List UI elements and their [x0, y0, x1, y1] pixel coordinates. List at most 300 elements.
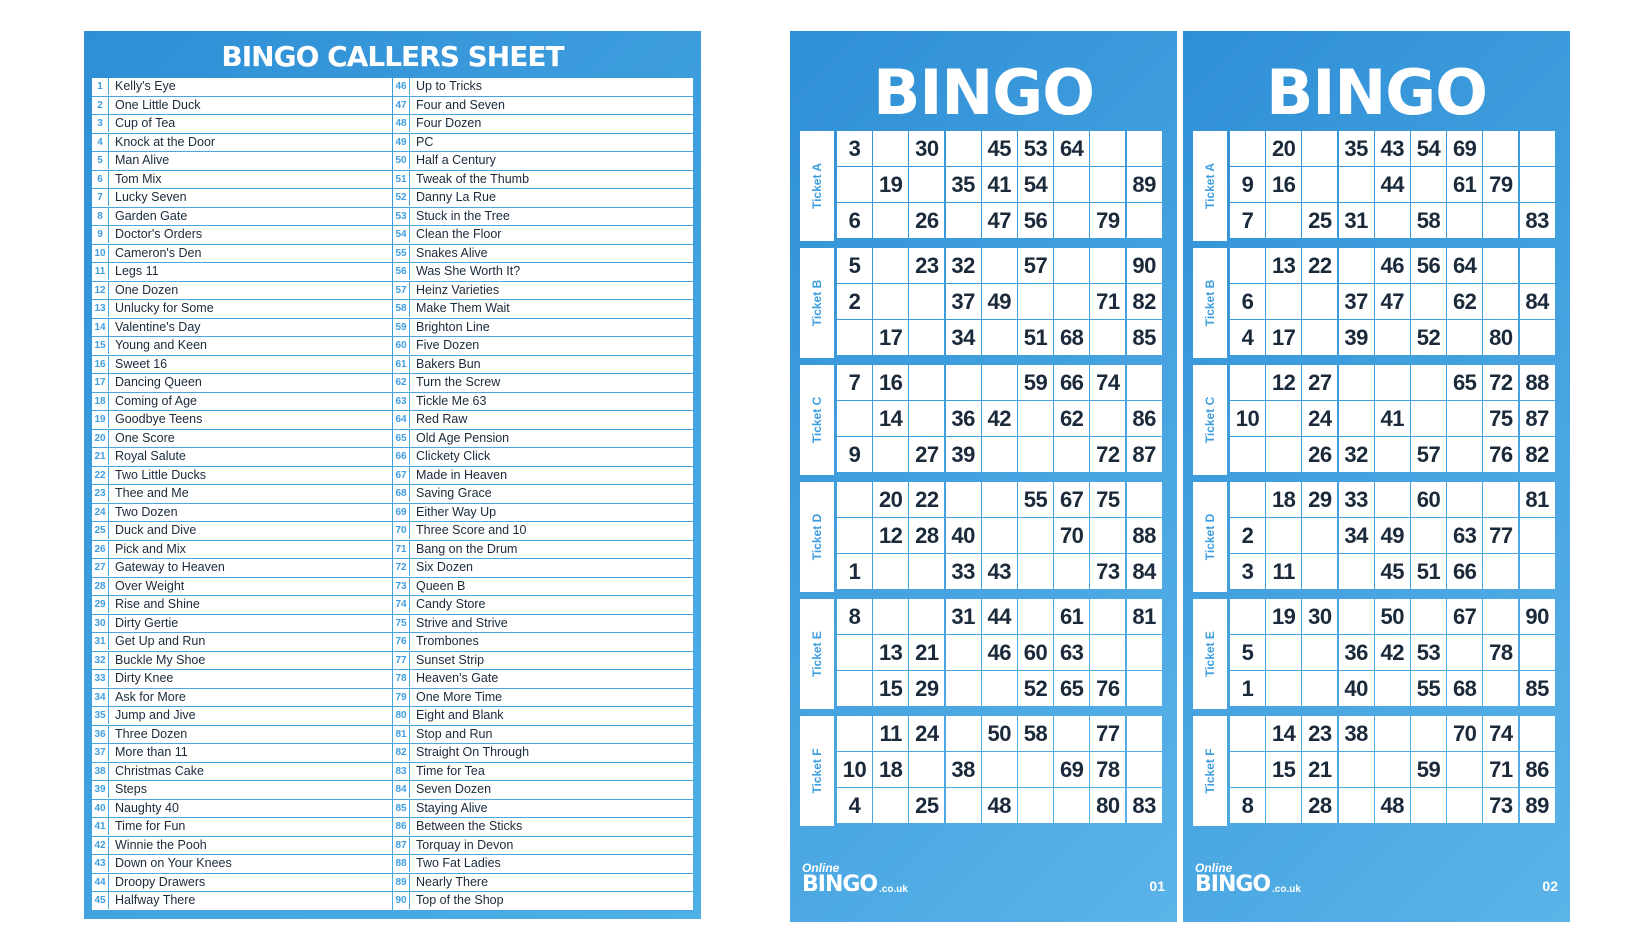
call-number: 23: [92, 485, 109, 502]
call-number: 3: [92, 115, 109, 132]
call-row: [92, 874, 392, 893]
call-number: 32: [92, 652, 109, 669]
ticket-cell: 27: [1302, 365, 1337, 400]
ticket-cell: 44: [1375, 167, 1410, 202]
call-name: Ask for More: [115, 689, 186, 704]
call-name: Six Dozen: [416, 560, 473, 574]
ticket-cell: 45: [982, 131, 1017, 166]
call-number: 34: [92, 689, 109, 706]
call-number: 90: [393, 892, 410, 909]
call-row: [393, 374, 693, 393]
call-name: Sweet 16: [115, 356, 168, 371]
brand-tld: .co.uk: [1272, 884, 1301, 895]
call-row: [92, 485, 392, 504]
ticket-cell: 73: [1483, 788, 1518, 823]
ticket-cell: 23: [1302, 716, 1337, 751]
ticket-cell: [1230, 716, 1265, 751]
ticket-cell: 62: [1447, 284, 1482, 319]
ticket-cell: [1266, 788, 1301, 823]
call-row: [92, 245, 392, 264]
call-name: Straight On Through: [416, 745, 530, 759]
call-row: [92, 559, 392, 578]
ticket-cell: 61: [1447, 167, 1482, 202]
card-title: BINGO: [873, 56, 1094, 129]
ticket-cell: [1090, 320, 1125, 355]
call-name: Torquay in Devon: [416, 837, 514, 852]
ticket-cell: 69: [1054, 752, 1089, 787]
ticket-cell: 41: [1375, 401, 1410, 436]
call-name: Young and Keen: [115, 338, 207, 352]
ticket-cell: 10: [1230, 401, 1265, 436]
call-row: [393, 78, 693, 97]
call-number: 73: [393, 578, 410, 595]
call-row: [393, 689, 693, 708]
ticket-cell: [909, 284, 944, 319]
ticket-cell: 14: [873, 401, 908, 436]
ticket-cell: 25: [1302, 203, 1337, 238]
call-row: [393, 430, 693, 449]
call-row: [393, 300, 693, 319]
call-row: [393, 152, 693, 171]
call-number: 75: [393, 615, 410, 632]
ticket-cell: [1230, 482, 1265, 517]
call-name: Turn the Screw: [416, 375, 501, 389]
call-number: 14: [92, 319, 109, 336]
ticket: [1193, 599, 1561, 709]
ticket-cell: 82: [1127, 284, 1162, 319]
call-name: Dirty Gertie: [115, 615, 179, 630]
call-number: 65: [393, 430, 410, 447]
ticket-cell: 35: [946, 167, 981, 202]
call-number: 87: [393, 837, 410, 854]
call-row: [393, 263, 693, 282]
call-row: [92, 800, 392, 819]
call-number: 27: [92, 559, 109, 576]
ticket-cell: [1054, 437, 1089, 472]
ticket-cell: 25: [909, 788, 944, 823]
ticket-cell: 54: [1018, 167, 1053, 202]
call-number: 72: [393, 559, 410, 576]
ticket-cell: 60: [1411, 482, 1446, 517]
call-number: 8: [92, 208, 109, 225]
call-name: Time for Tea: [416, 763, 485, 778]
card-title: BINGO: [1266, 56, 1487, 129]
ticket-cell: 19: [873, 167, 908, 202]
call-name: Knock at the Door: [115, 134, 216, 149]
call-name: Winnie the Pooh: [115, 837, 207, 852]
call-row: [92, 78, 392, 97]
call-name: Two Fat Ladies: [416, 856, 501, 870]
ticket-cell: [1127, 482, 1162, 517]
call-row: [393, 837, 693, 856]
ticket-cell: 57: [1018, 248, 1053, 283]
ticket-cell: [1018, 599, 1053, 634]
ticket-cell: 46: [1375, 248, 1410, 283]
ticket-cell: 15: [1266, 752, 1301, 787]
ticket-cell: 78: [1090, 752, 1125, 787]
ticket-cell: [1447, 635, 1482, 670]
ticket-cell: 77: [1483, 518, 1518, 553]
call-row: [393, 337, 693, 356]
ticket-cell: [1054, 167, 1089, 202]
call-name: Pick and Mix: [115, 541, 186, 556]
ticket-cell: [1018, 437, 1053, 472]
call-name: Saving Grace: [416, 486, 492, 500]
call-number: 54: [393, 226, 410, 243]
ticket-cell: [1266, 284, 1301, 319]
call-row: [92, 596, 392, 615]
call-number: 83: [393, 763, 410, 780]
ticket-label: Ticket B: [810, 279, 824, 327]
page-number: 01: [1149, 878, 1165, 894]
call-name: One Score: [115, 430, 175, 445]
ticket-cell: 5: [1230, 635, 1265, 670]
call-number: 16: [92, 356, 109, 373]
ticket-cell: [946, 716, 981, 751]
ticket-cell: [1447, 401, 1482, 436]
ticket-cell: 4: [1230, 320, 1265, 355]
call-name: Candy Store: [416, 597, 486, 611]
call-number: 71: [393, 541, 410, 558]
ticket-cell: [1302, 320, 1337, 355]
ticket-cell: [1127, 365, 1162, 400]
ticket-cell: [1266, 203, 1301, 238]
call-row: [92, 171, 392, 190]
ticket-cell: [1230, 752, 1265, 787]
ticket-cell: 24: [909, 716, 944, 751]
call-number: 62: [393, 374, 410, 391]
call-name: Dirty Knee: [115, 671, 174, 685]
ticket-cell: [1054, 248, 1089, 283]
callers-sheet: [84, 31, 701, 919]
call-name: Clickety Click: [416, 449, 491, 463]
ticket-label: Ticket F: [1203, 748, 1217, 794]
call-name: Goodbye Teens: [115, 412, 203, 426]
ticket-cell: [1230, 365, 1265, 400]
ticket-cell: [1411, 599, 1446, 634]
call-row: [393, 874, 693, 893]
call-name: Naughty 40: [115, 800, 179, 815]
ticket-label: Ticket C: [1203, 396, 1217, 444]
ticket-cell: 63: [1447, 518, 1482, 553]
ticket-cell: 37: [946, 284, 981, 319]
ticket-cell: [837, 401, 872, 436]
call-row: [393, 633, 693, 652]
ticket-label-box: [1193, 365, 1227, 475]
call-row: [92, 134, 392, 153]
call-name: Cup of Tea: [115, 116, 176, 130]
call-name: Between the Sticks: [416, 819, 523, 833]
ticket-cell: 77: [1090, 716, 1125, 751]
call-row: [393, 763, 693, 782]
ticket-label: Ticket E: [810, 631, 824, 677]
call-row: [92, 781, 392, 800]
call-row: [92, 837, 392, 856]
ticket-cell: [1375, 671, 1410, 706]
call-number: 46: [393, 78, 410, 95]
ticket-cell: [1375, 482, 1410, 517]
ticket-cell: 76: [1090, 671, 1125, 706]
call-number: 74: [393, 596, 410, 613]
call-name: Down on Your Knees: [115, 856, 232, 870]
ticket-cell: [946, 671, 981, 706]
ticket-cell: [1483, 131, 1518, 166]
call-name: PC: [416, 134, 434, 149]
ticket-cell: [837, 635, 872, 670]
ticket-cell: [1483, 554, 1518, 589]
call-row: [92, 522, 392, 541]
ticket-cell: [1411, 788, 1446, 823]
ticket-cell: [1302, 671, 1337, 706]
calls-column-left: [92, 78, 392, 911]
ticket-cell: [1375, 437, 1410, 472]
ticket-cell: 6: [1230, 284, 1265, 319]
call-name: Seven Dozen: [416, 782, 492, 796]
ticket-cell: 43: [1375, 131, 1410, 166]
ticket-cell: [946, 635, 981, 670]
call-name: Garden Gate: [115, 208, 188, 223]
call-number: 70: [393, 522, 410, 539]
call-row: [393, 208, 693, 227]
ticket-cell: 28: [909, 518, 944, 553]
call-row: [92, 282, 392, 301]
ticket-cell: 81: [1127, 599, 1162, 634]
call-row: [393, 781, 693, 800]
ticket-cell: 75: [1090, 482, 1125, 517]
call-number: 24: [92, 504, 109, 521]
ticket-cell: [1302, 131, 1337, 166]
ticket-cell: 70: [1447, 716, 1482, 751]
call-row: [393, 800, 693, 819]
call-number: 11: [92, 263, 109, 280]
call-name: Snakes Alive: [416, 245, 488, 260]
brand-logo: [1195, 861, 1335, 901]
call-name: Kelly's Eye: [115, 79, 176, 93]
call-row: [92, 467, 392, 486]
ticket-cell: 41: [982, 167, 1017, 202]
call-name: Bakers Bun: [416, 356, 481, 371]
call-number: 13: [92, 300, 109, 317]
ticket-cell: 67: [1447, 599, 1482, 634]
call-name: More than 11: [115, 745, 188, 759]
ticket-cell: 82: [1520, 437, 1555, 472]
call-row: [92, 615, 392, 634]
ticket-cell: 2: [837, 284, 872, 319]
ticket-cell: 47: [982, 203, 1017, 238]
call-number: 41: [92, 818, 109, 835]
ticket-cell: 39: [946, 437, 981, 472]
ticket-cell: 3: [837, 131, 872, 166]
call-row: [393, 578, 693, 597]
ticket-cell: 83: [1127, 788, 1162, 823]
ticket-cell: [1127, 203, 1162, 238]
ticket-cell: [1520, 554, 1555, 589]
call-number: 63: [393, 393, 410, 410]
call-row: [92, 892, 392, 911]
ticket-cell: 31: [946, 599, 981, 634]
ticket-cell: 1: [837, 554, 872, 589]
ticket-label-box: [1193, 482, 1227, 592]
call-name: Time for Fun: [115, 819, 186, 833]
call-number: 89: [393, 874, 410, 891]
call-name: Christmas Cake: [115, 763, 204, 778]
ticket-cell: [1302, 518, 1337, 553]
ticket-cell: 8: [837, 599, 872, 634]
ticket-cell: 34: [1339, 518, 1374, 553]
call-number: 42: [92, 837, 109, 854]
call-name: Heaven's Gate: [416, 671, 499, 685]
call-name: Five Dozen: [416, 338, 480, 352]
ticket: [800, 248, 1168, 358]
ticket-cell: 6: [837, 203, 872, 238]
call-number: 68: [393, 485, 410, 502]
ticket-cell: 90: [1520, 599, 1555, 634]
ticket-cell: 80: [1483, 320, 1518, 355]
ticket-cell: 46: [982, 635, 1017, 670]
ticket-cell: 74: [1090, 365, 1125, 400]
ticket-cell: [946, 203, 981, 238]
ticket-cell: [873, 599, 908, 634]
ticket-cell: 4: [837, 788, 872, 823]
ticket: [800, 482, 1168, 592]
call-row: [92, 504, 392, 523]
call-row: [393, 522, 693, 541]
call-number: 31: [92, 633, 109, 650]
ticket-cell: 66: [1054, 365, 1089, 400]
ticket-cell: 43: [982, 554, 1017, 589]
ticket-cell: 71: [1483, 752, 1518, 787]
call-name: Made in Heaven: [416, 467, 508, 482]
call-row: [393, 134, 693, 153]
bingo-card: [790, 31, 1177, 922]
ticket-cell: 27: [909, 437, 944, 472]
call-number: 1: [92, 78, 109, 95]
ticket-label: Ticket F: [810, 748, 824, 794]
ticket-cell: [1447, 482, 1482, 517]
ticket-cell: 70: [1054, 518, 1089, 553]
ticket-cell: [1375, 203, 1410, 238]
call-name: Tweak of the Thumb: [416, 171, 530, 186]
ticket-cell: [1302, 167, 1337, 202]
ticket-cell: 73: [1090, 554, 1125, 589]
call-row: [393, 171, 693, 190]
call-row: [393, 652, 693, 671]
ticket-cell: [1483, 284, 1518, 319]
call-number: 30: [92, 615, 109, 632]
ticket-label-box: [800, 482, 834, 592]
call-name: Red Raw: [416, 412, 468, 426]
ticket-cell: 21: [909, 635, 944, 670]
ticket-cell: 34: [946, 320, 981, 355]
call-name: Four and Seven: [416, 97, 505, 112]
ticket-cell: 18: [1266, 482, 1301, 517]
call-row: [92, 374, 392, 393]
ticket-cell: 7: [837, 365, 872, 400]
call-number: 86: [393, 818, 410, 835]
ticket-cell: 16: [873, 365, 908, 400]
call-name: Half a Century: [416, 153, 496, 167]
ticket-cell: [1054, 788, 1089, 823]
ticket-cell: [1230, 248, 1265, 283]
ticket-cell: [909, 401, 944, 436]
call-row: [92, 97, 392, 116]
ticket-cell: [946, 788, 981, 823]
call-row: [393, 670, 693, 689]
call-name: Gateway to Heaven: [115, 560, 225, 574]
call-number: 36: [92, 726, 109, 743]
ticket-cell: [873, 248, 908, 283]
ticket-cell: 49: [982, 284, 1017, 319]
ticket-cell: [1339, 599, 1374, 634]
ticket-cell: [873, 131, 908, 166]
call-number: 39: [92, 781, 109, 798]
call-name: Eight and Blank: [416, 708, 504, 722]
ticket-cell: [1018, 284, 1053, 319]
ticket-cell: 48: [1375, 788, 1410, 823]
ticket-cell: 53: [1018, 131, 1053, 166]
ticket-cell: 26: [1302, 437, 1337, 472]
ticket-cell: [873, 788, 908, 823]
call-number: 6: [92, 171, 109, 188]
ticket-cell: [1411, 167, 1446, 202]
ticket-cell: [1520, 635, 1555, 670]
ticket-cell: 15: [873, 671, 908, 706]
ticket-cell: [982, 752, 1017, 787]
ticket-cell: 50: [982, 716, 1017, 751]
call-number: 28: [92, 578, 109, 595]
ticket-label-box: [1193, 599, 1227, 709]
ticket-cell: 40: [1339, 671, 1374, 706]
ticket-cell: 72: [1483, 365, 1518, 400]
ticket-cell: [1411, 284, 1446, 319]
call-row: [92, 356, 392, 375]
call-number: 57: [393, 282, 410, 299]
ticket-cell: [1230, 131, 1265, 166]
ticket-cell: 51: [1411, 554, 1446, 589]
ticket-cell: [1018, 788, 1053, 823]
ticket-label-box: [800, 248, 834, 358]
ticket-cell: [1520, 131, 1555, 166]
ticket-cell: 42: [982, 401, 1017, 436]
ticket-cell: 32: [946, 248, 981, 283]
ticket-cell: [946, 482, 981, 517]
ticket-cell: 7: [1230, 203, 1265, 238]
ticket-cell: 88: [1127, 518, 1162, 553]
brand-online: Online: [1195, 861, 1233, 875]
ticket-cell: [1483, 482, 1518, 517]
call-row: [92, 411, 392, 430]
call-name: Trombones: [416, 634, 479, 648]
ticket-cell: [1127, 752, 1162, 787]
ticket-cell: 59: [1411, 752, 1446, 787]
call-number: 37: [92, 744, 109, 761]
ticket-cell: 28: [1302, 788, 1337, 823]
ticket-cell: [1483, 203, 1518, 238]
call-number: 40: [92, 800, 109, 817]
ticket-cell: 39: [1339, 320, 1374, 355]
ticket-cell: 87: [1127, 437, 1162, 472]
ticket-cell: [1375, 320, 1410, 355]
ticket-cell: [1054, 554, 1089, 589]
call-number: 78: [393, 670, 410, 687]
ticket-cell: [982, 437, 1017, 472]
call-name: Unlucky for Some: [115, 301, 214, 315]
call-name: Tom Mix: [115, 171, 162, 186]
call-number: 84: [393, 781, 410, 798]
ticket-cell: 64: [1447, 248, 1482, 283]
call-number: 33: [92, 670, 109, 687]
call-number: 21: [92, 448, 109, 465]
